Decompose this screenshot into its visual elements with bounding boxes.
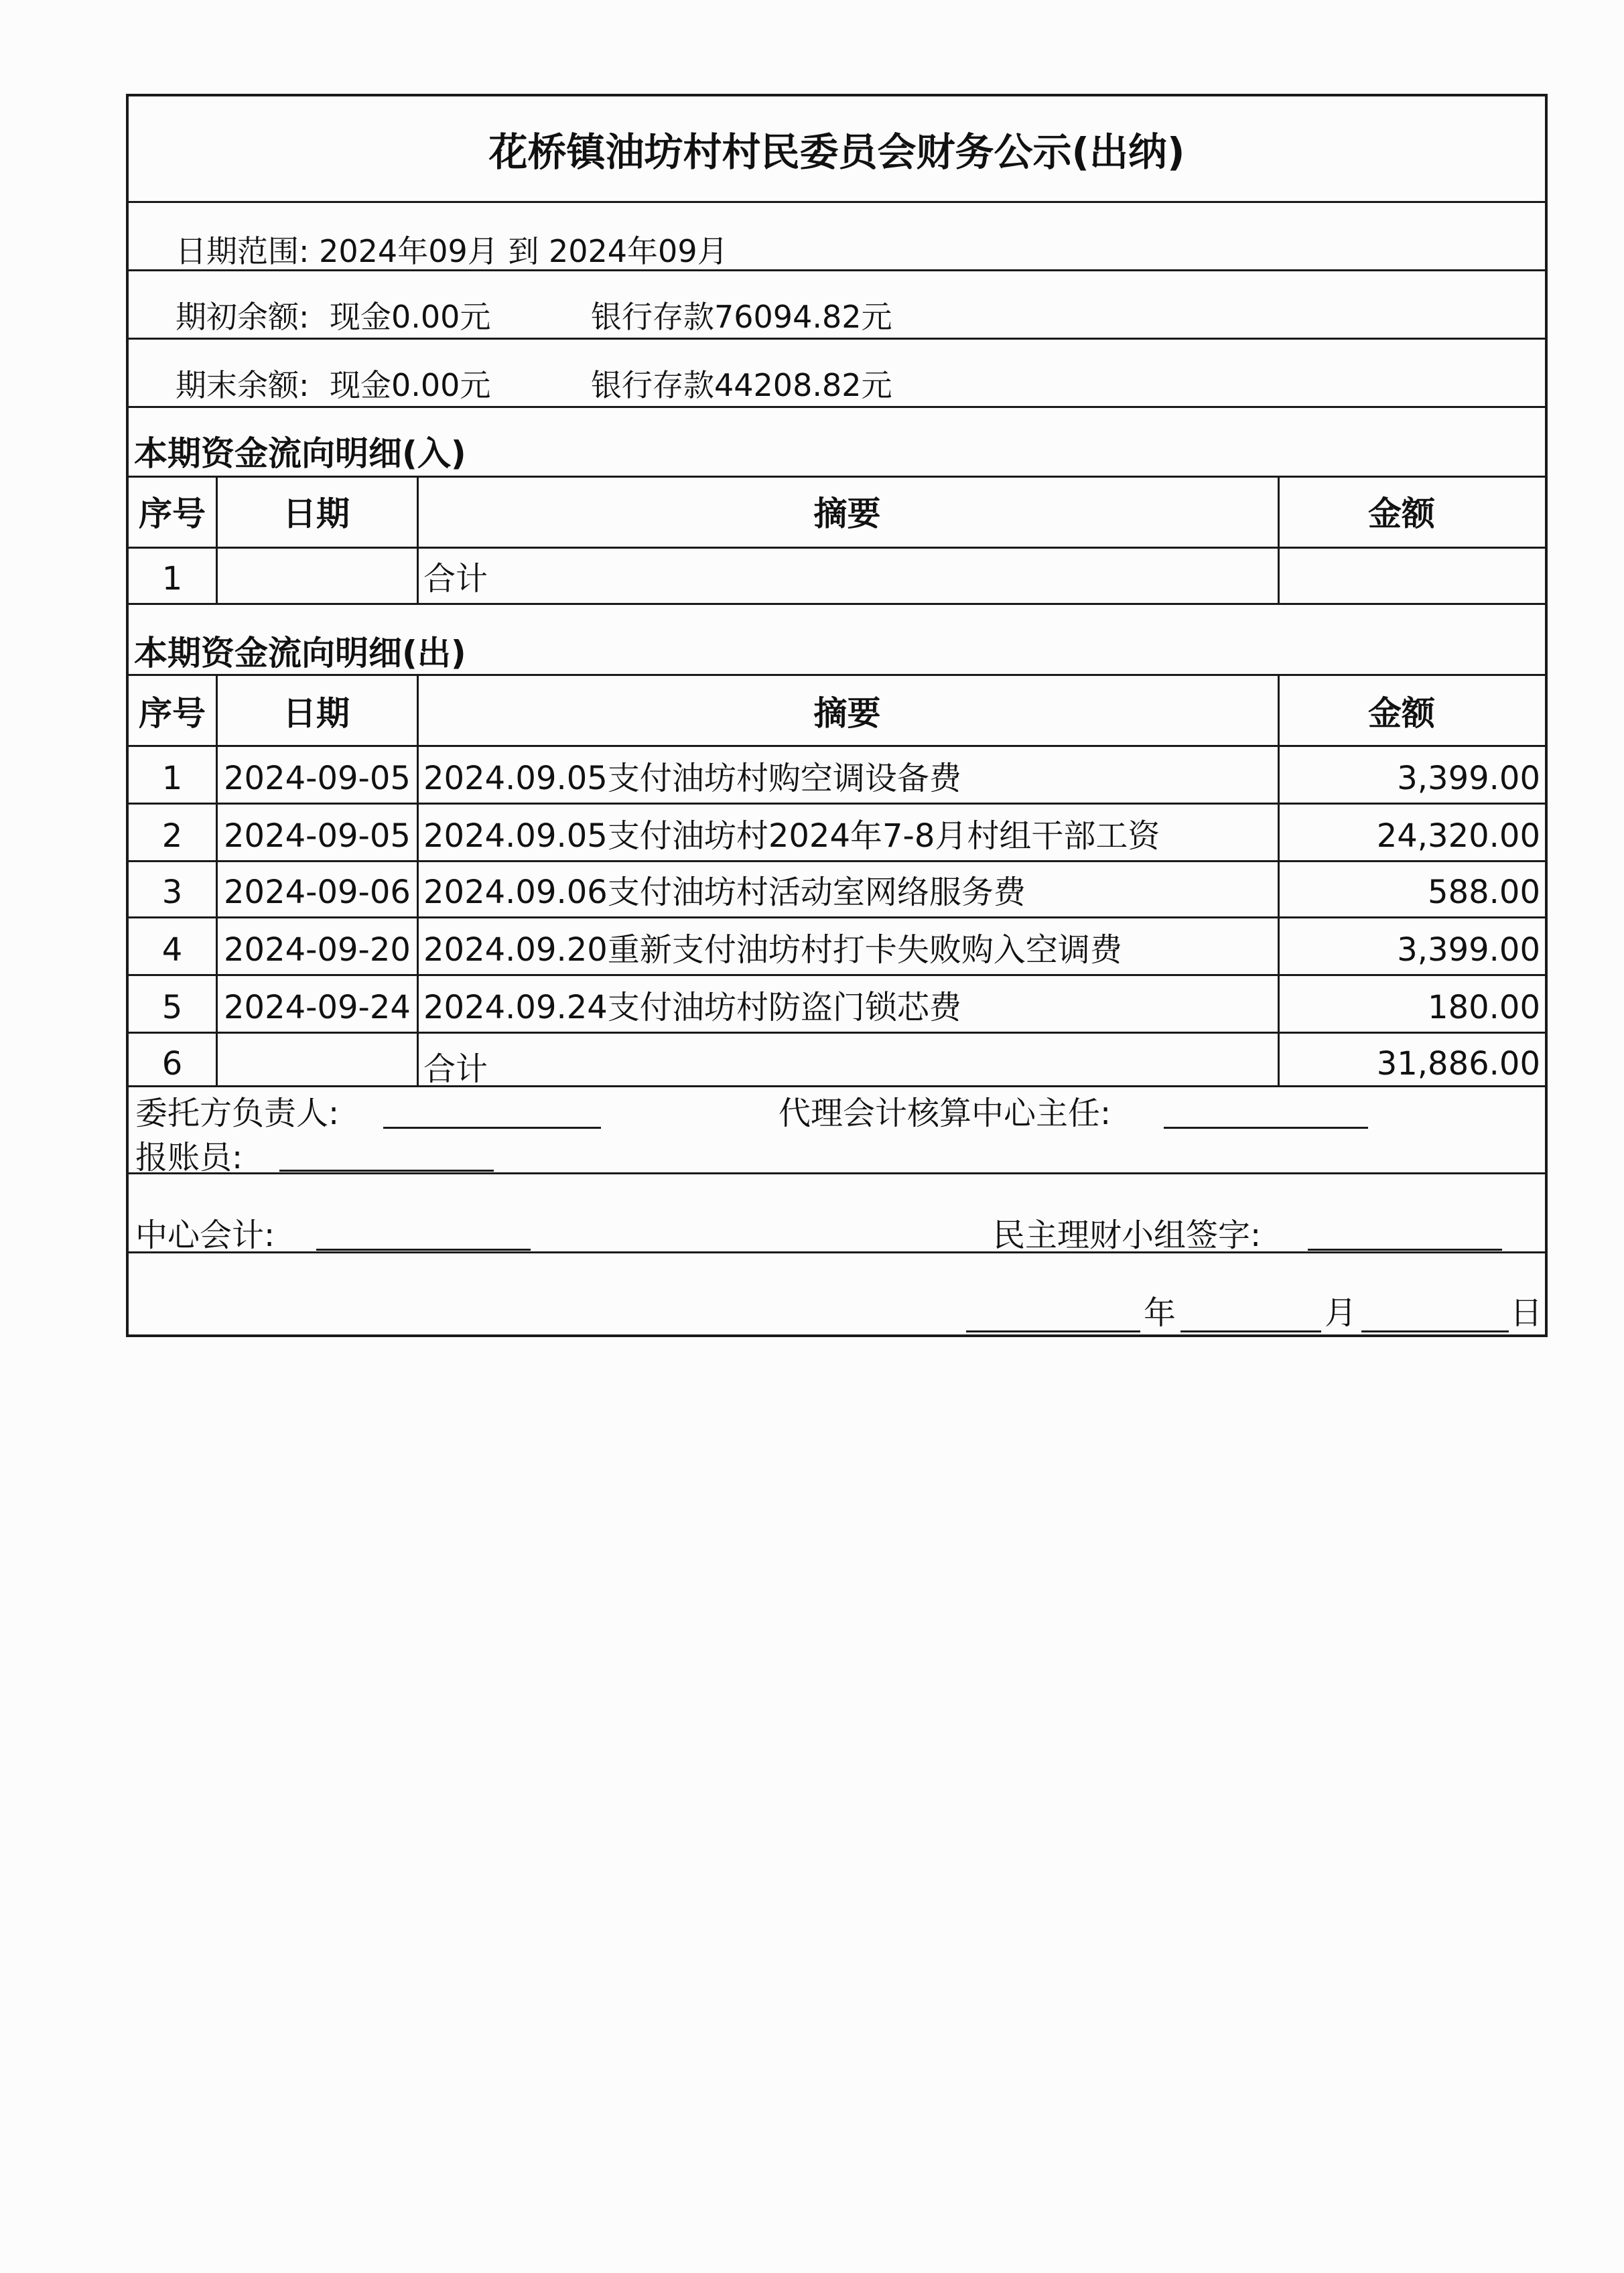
year-line <box>966 1330 1140 1332</box>
expense-row-amount: 24,320.00 <box>1376 817 1540 855</box>
expense-row-date: 2024-09-06 <box>224 874 411 911</box>
expense-row-seq: 2 <box>161 817 183 855</box>
principal-signature-line <box>383 1127 601 1129</box>
date-range-to: 2024年09月 <box>548 233 728 269</box>
expense-section-title: 本期资金流向明细(出) <box>134 634 466 673</box>
expense-header-summary: 摘要 <box>813 694 881 733</box>
month-line <box>1180 1330 1321 1332</box>
divider <box>129 803 1545 805</box>
col-divider <box>1278 476 1280 603</box>
income-header-amount: 金额 <box>1368 494 1435 533</box>
expense-row-amount: 588.00 <box>1428 874 1540 911</box>
divider <box>129 674 1545 676</box>
income-header-date: 日期 <box>283 494 350 533</box>
expense-row-summary: 合计 <box>423 1050 488 1088</box>
divider <box>129 406 1545 408</box>
center-accountant-signature-line <box>316 1249 531 1251</box>
expense-row-amount: 3,399.00 <box>1397 760 1540 797</box>
income-row-summary: 合计 <box>423 560 488 598</box>
divider <box>129 547 1545 549</box>
expense-row-seq: 1 <box>161 760 183 797</box>
divider <box>129 338 1545 340</box>
divider <box>129 269 1545 271</box>
center-accountant-label: 中心会计: <box>135 1217 275 1254</box>
expense-header-seq: 序号 <box>139 694 206 733</box>
expense-row-summary: 2024.09.20重新支付油坊村打卡失败购入空调费 <box>423 931 1122 969</box>
opening-balance-label: 期初余额: <box>176 299 310 335</box>
date-range <box>176 233 728 269</box>
expense-row-summary: 2024.09.24支付油坊村防盗门锁芯费 <box>423 989 961 1026</box>
reimburser-label: 报账员: <box>135 1139 243 1176</box>
expense-row-summary: 2024.09.05支付油坊村购空调设备费 <box>423 760 961 797</box>
form-title: 花桥镇油坊村村民委员会财务公示(出纳) <box>488 129 1185 175</box>
year-label: 年 <box>1144 1294 1176 1332</box>
expense-header-amount: 金额 <box>1368 694 1435 733</box>
divider <box>129 974 1545 976</box>
income-header-summary: 摘要 <box>813 494 881 533</box>
expense-row-amount: 180.00 <box>1428 989 1540 1026</box>
divider <box>129 860 1545 862</box>
expense-total-amount: 31,886.00 <box>1376 1045 1540 1083</box>
divider <box>129 1085 1545 1087</box>
expense-row-seq: 3 <box>161 874 183 911</box>
col-divider <box>1278 674 1280 1085</box>
expense-row-seq: 5 <box>161 989 183 1026</box>
month-label: 月 <box>1325 1294 1357 1332</box>
date-range-to-word: 到 <box>508 233 539 269</box>
col-divider <box>417 674 419 1085</box>
expense-row-date: 2024-09-20 <box>224 931 411 969</box>
finance-disclosure-form <box>126 94 1548 1337</box>
expense-row-seq: 4 <box>161 931 183 969</box>
date-range-label: 日期范围: <box>176 233 310 269</box>
col-divider <box>417 476 419 603</box>
divider <box>129 476 1545 478</box>
divider <box>129 1172 1545 1174</box>
finance-group-label: 民主理财小组签字: <box>993 1217 1262 1254</box>
expense-row-summary: 2024.09.05支付油坊村2024年7-8月村组干部工资 <box>423 817 1160 855</box>
expense-row-date: 2024-09-05 <box>224 760 411 797</box>
day-label: 日 <box>1510 1294 1543 1332</box>
opening-bank: 银行存款76094.82元 <box>591 299 892 335</box>
expense-row-summary: 2024.09.06支付油坊村活动室网络服务费 <box>423 874 1026 911</box>
closing-cash: 现金0.00元 <box>330 367 491 403</box>
divider <box>129 916 1545 918</box>
income-section-title: 本期资金流向明细(入) <box>134 434 466 473</box>
divider <box>129 201 1545 203</box>
divider <box>129 745 1545 747</box>
expense-header-date: 日期 <box>283 694 350 733</box>
expense-row-date: 2024-09-24 <box>224 989 411 1026</box>
expense-row-date: 2024-09-05 <box>224 817 411 855</box>
center-director-signature-line <box>1164 1127 1368 1129</box>
divider <box>129 1251 1545 1253</box>
finance-group-signature-line <box>1308 1249 1502 1251</box>
divider <box>129 1032 1545 1034</box>
col-divider <box>216 476 218 603</box>
closing-balance-label: 期末余额: <box>176 367 310 403</box>
income-row-seq: 1 <box>161 560 183 598</box>
col-divider <box>216 674 218 1085</box>
closing-bank: 银行存款44208.82元 <box>591 367 892 403</box>
principal-label: 委托方负责人: <box>135 1095 340 1132</box>
expense-row-amount: 3,399.00 <box>1397 931 1540 969</box>
opening-cash: 现金0.00元 <box>330 299 491 335</box>
reimburser-signature-line <box>279 1170 494 1172</box>
center-director-label: 代理会计核算中心主任: <box>779 1095 1111 1132</box>
date-range-from: 2024年09月 <box>319 233 498 269</box>
expense-row-seq: 6 <box>161 1045 183 1083</box>
income-header-seq: 序号 <box>139 494 206 533</box>
day-line <box>1361 1330 1509 1332</box>
divider <box>129 603 1545 605</box>
